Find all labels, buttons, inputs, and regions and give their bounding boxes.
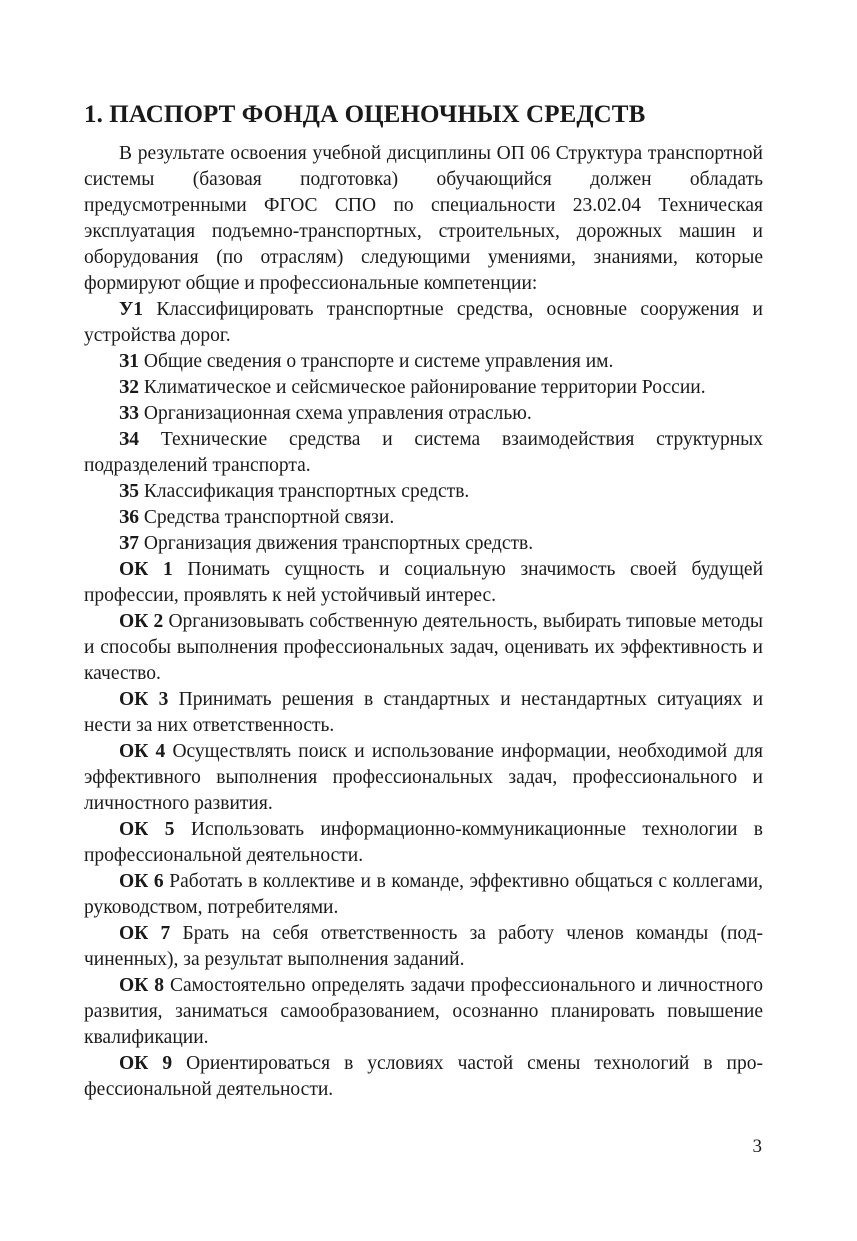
competency-text: Организовывать собственную деятельность, выбирать типовые методы и способы выполнения профессиональных задач, оценивать их эффективность и качество. (84, 611, 763, 684)
competency-item-ok1 (84, 557, 763, 609)
competency-text: Использовать информационно-коммуникационные технологии в профессиональной деятельности. (84, 819, 764, 866)
competency-text: Брать на себя ответственность за работу членов команды (подчиненных), за результат выполнения заданий. (84, 923, 764, 970)
competency-item-z1 (84, 349, 763, 375)
competency-code: ОК 3 (119, 689, 169, 710)
competency-code: З6 (119, 507, 140, 528)
competency-code: ОК 8 (119, 975, 165, 996)
competency-text: Организационная схема управления отраслью. (139, 403, 532, 424)
competency-code: ОК 5 (119, 819, 175, 840)
competency-text: Средства транспортной связи. (139, 507, 395, 528)
competency-text: Самостоятельно определять задачи профессионального и личностного развития, заниматься самообразованием, осознанно планировать повышение квалификации. (84, 975, 763, 1048)
competency-item-ok8 (84, 973, 763, 1051)
page-content (84, 141, 763, 1103)
competency-code: З3 (119, 403, 140, 424)
competency-item-ok6 (84, 869, 763, 921)
competency-item-ok4 (84, 739, 763, 817)
competency-text: Классифицировать транспортные средства, основные сооружения и устройства дорог. (84, 299, 763, 346)
competency-item-z6 (84, 505, 763, 531)
competency-text: Принимать решения в стандартных и нестандартных ситуациях и нести за них ответственность. (84, 689, 764, 736)
competency-item-z5 (84, 479, 763, 505)
competency-text: Осуществлять поиск и использование информации, необходимой для эффективного выполнения профессиональных задач, профессионального и личностного развития. (84, 741, 763, 814)
competency-code: ОК 4 (119, 741, 166, 762)
competency-item-ok5 (84, 817, 763, 869)
section-title: 1. ПАСПОРТ ФОНДА ОЦЕНОЧНЫХ СРЕДСТВ (84, 101, 646, 128)
competency-text: Классификация транспортных средств. (139, 481, 470, 502)
competency-text: Общие сведения о транспорте и системе управления им. (139, 351, 614, 372)
competency-item-z4 (84, 427, 763, 479)
competency-text: Организация движения транспортных средств. (139, 533, 534, 554)
competency-text: Понимать сущность и социальную значимость своей будущей профессии, проявлять к ней устойчивый интерес. (84, 559, 764, 606)
competency-item-ok2 (84, 609, 763, 687)
page-number: 3 (752, 1136, 762, 1157)
competency-code: З5 (119, 481, 140, 502)
competency-text: Климатическое и сейсмическое районирование территории России. (139, 377, 706, 398)
competency-item-z2 (84, 375, 763, 401)
competency-code: ОК 1 (119, 559, 173, 580)
competency-code: З1 (119, 351, 140, 372)
competency-code: З2 (119, 377, 140, 398)
competency-text: Технические средства и система взаимодействия структурных подразделений транспорта. (84, 429, 763, 476)
competency-code: ОК 2 (119, 611, 164, 632)
competency-code: ОК 6 (119, 871, 164, 892)
competency-item-u1 (84, 297, 763, 349)
competency-code: З7 (119, 533, 140, 554)
competency-code: ОК 7 (119, 923, 171, 944)
competency-code: ОК 9 (119, 1053, 173, 1074)
competency-code: З4 (119, 429, 140, 450)
intro-paragraph: В результате освоения учебной дисциплины ОП 06 Структура транспортной системы (базовая подготовка) обучающийся должен обладать предусмотренными ФГОС СПО по специальности 23.02.04 Техническая эксплуатация подъемно-транспортных, строительных, дорожных машин и оборудования (по отраслям) следующими умениями, знаниями, которые формируют общие и профессиональные компетенции: (84, 143, 763, 294)
competency-item-ok3 (84, 687, 763, 739)
competency-item-ok7 (84, 921, 763, 973)
competency-text: Ориентироваться в условиях частой смены технологий в профессиональной деятельности. (84, 1053, 763, 1100)
competency-item-z3 (84, 401, 763, 427)
competency-text: Работать в коллективе и в команде, эффективно общаться с коллегами, руководством, потребителями. (84, 871, 763, 918)
competency-item-ok9 (84, 1051, 763, 1103)
competency-code: У1 (119, 299, 144, 320)
competency-item-z7 (84, 531, 763, 557)
